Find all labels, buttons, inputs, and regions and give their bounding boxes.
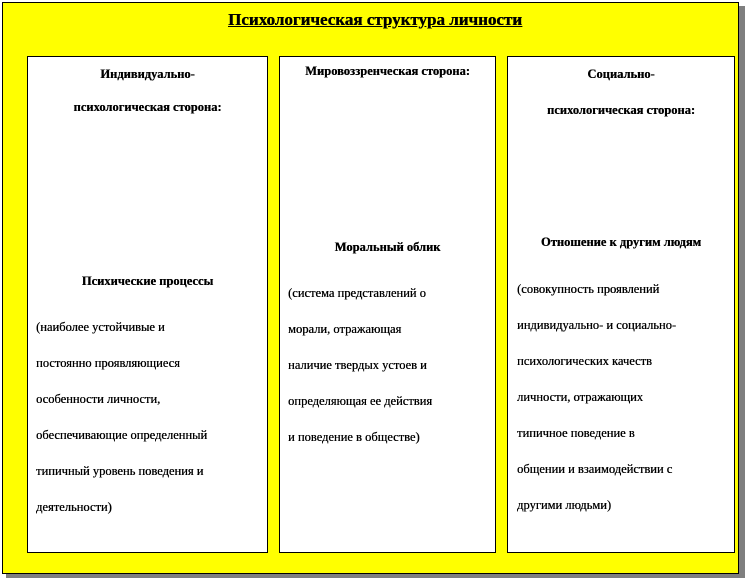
column-heading-line1: Мировоззренческая сторона: — [305, 64, 470, 78]
body-line: индивидуально- и социально- — [517, 318, 676, 332]
column-social-psychological — [507, 56, 735, 553]
body-line: личности, отражающих — [517, 390, 644, 404]
body-line: психологических качеств — [517, 354, 652, 368]
body-line: наличие твердых устоев и — [288, 358, 427, 372]
body-line: определяющая ее действия — [288, 394, 433, 408]
body-line: (наиболее устойчивые и — [36, 320, 165, 334]
column-subheading: Отношение к другим людям — [540, 235, 702, 249]
diagram-title: Психологическая структура личности — [228, 10, 522, 29]
body-line: и поведение в обществе) — [288, 430, 420, 444]
column-heading-line2: психологическая сторона: — [547, 103, 695, 117]
column-worldview — [279, 56, 496, 553]
column-heading-line1: Социально- — [587, 67, 655, 81]
column-heading-line1: Индивидуально- — [100, 67, 195, 81]
body-line: другими людьми) — [517, 498, 612, 512]
body-line: особенности личности, — [36, 392, 161, 406]
column-body — [288, 275, 491, 455]
column-subheading: Психические процессы — [81, 274, 214, 288]
body-line: морали, отражающая — [288, 322, 402, 336]
column-body — [517, 271, 730, 523]
body-line: (совокупность проявлений — [517, 282, 660, 296]
column-individual-psychological — [27, 56, 268, 553]
column-heading-line2: психологическая сторона: — [73, 100, 222, 114]
body-line: деятельности) — [36, 500, 112, 514]
column-subheading: Моральный облик — [334, 240, 441, 254]
body-line: общении и взаимодействии с — [517, 462, 673, 476]
body-line: типичное поведение в — [517, 426, 635, 440]
body-line: постоянно проявляющиеся — [36, 356, 180, 370]
body-line: обеспечивающие определенный — [36, 428, 208, 442]
body-line: (система представлений о — [288, 286, 426, 300]
column-body — [36, 309, 263, 525]
body-line: типичный уровень поведения и — [36, 464, 204, 478]
